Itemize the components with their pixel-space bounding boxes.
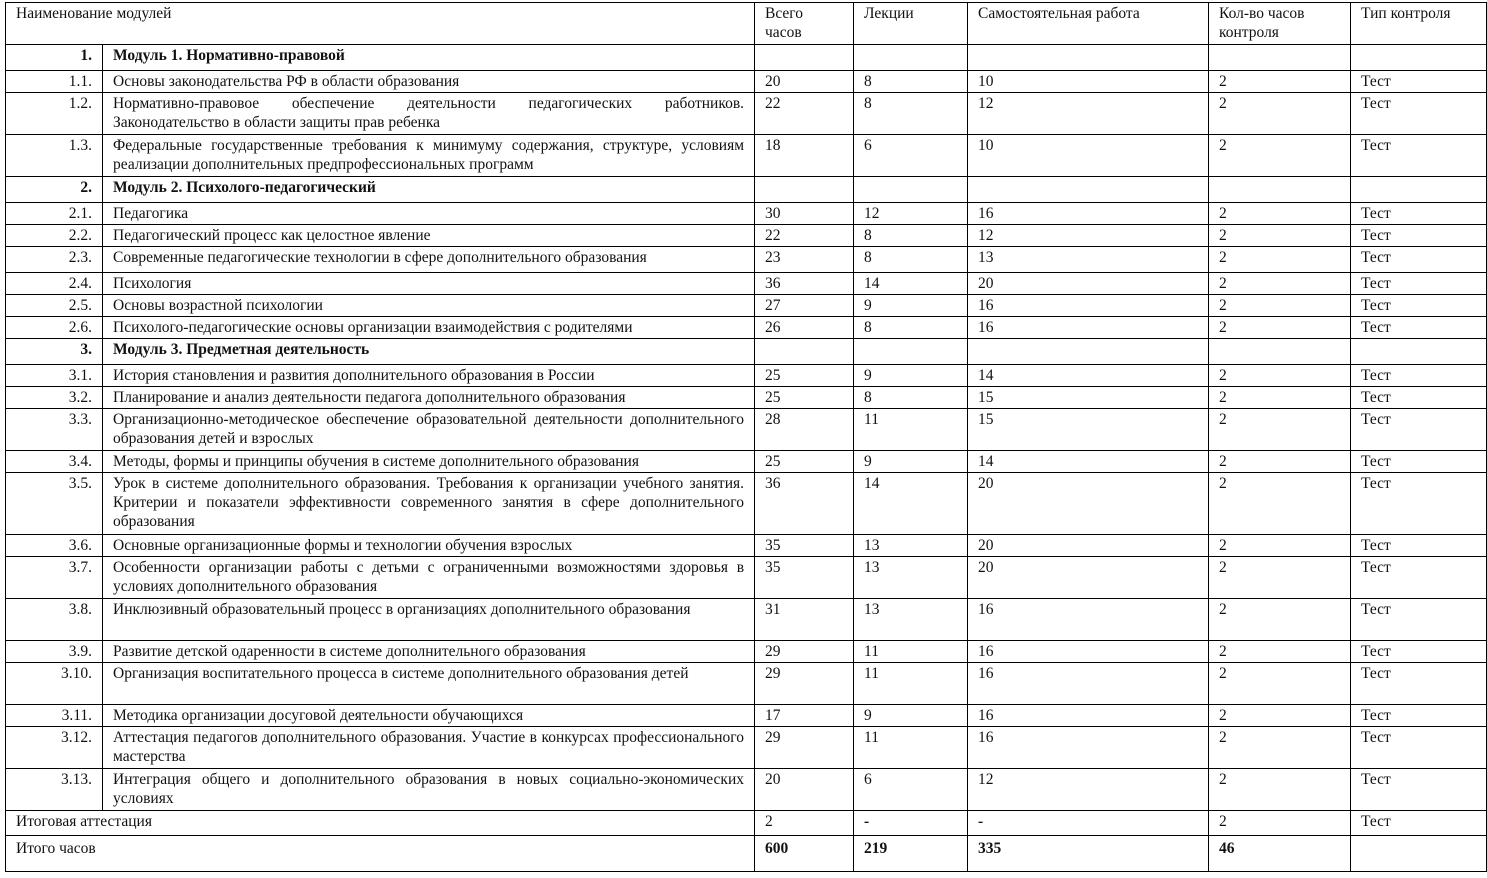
row-number: 2.5. [6,295,103,317]
table-row [6,365,1487,387]
row-type: Тест [1351,451,1487,473]
row-control: 2 [1209,135,1351,177]
row-total: 20 [755,769,854,811]
row-self: 20 [968,273,1209,295]
curriculum-table [5,2,1487,872]
row-type: Тест [1351,135,1487,177]
row-name: Методика организации досуговой деятельности обучающихся [103,705,755,727]
row-number: 3.10. [6,663,103,705]
row-number: 2.4. [6,273,103,295]
module-title: Модуль 1. Нормативно-правовой [103,45,755,71]
row-name: Интеграция общего и дополнительного образования в новых социально-экономических условиях [103,769,755,811]
row-self: 15 [968,409,1209,451]
row-control: 2 [1209,473,1351,535]
table-row [6,473,1487,535]
row-name: Современные педагогические технологии в сфере дополнительного образования [103,247,755,273]
row-self: 16 [968,641,1209,663]
row-type: Тест [1351,71,1487,93]
header-control-hours: Кол-во часов контроля [1209,3,1351,45]
row-type: Тест [1351,317,1487,339]
row-total: 22 [755,225,854,247]
row-lectures: 9 [854,295,968,317]
row-number: 3.8. [6,599,103,641]
row-type: Тест [1351,247,1487,273]
row-control: 2 [1209,663,1351,705]
row-number: 3.9. [6,641,103,663]
row-number: 2.6. [6,317,103,339]
row-total: 29 [755,641,854,663]
row-number: 3.5. [6,473,103,535]
row-lectures: 6 [854,769,968,811]
row-lectures: 6 [854,135,968,177]
module-number: 2. [6,177,103,203]
row-name: Педагогический процесс как целостное явление [103,225,755,247]
row-self: 16 [968,599,1209,641]
row-lectures: 12 [854,203,968,225]
row-self: 14 [968,365,1209,387]
header-lectures: Лекции [854,3,968,45]
row-lectures: 8 [854,93,968,135]
row-lectures: 8 [854,71,968,93]
row-lectures: 11 [854,409,968,451]
row-self: 13 [968,247,1209,273]
row-name: Инклюзивный образовательный процесс в организациях дополнительного образования [103,599,755,641]
final-attestation-total: 2 [755,811,854,836]
row-number: 3.4. [6,451,103,473]
row-control: 2 [1209,273,1351,295]
total-hours-control: 46 [1209,836,1351,872]
row-control: 2 [1209,387,1351,409]
row-number: 3.11. [6,705,103,727]
table-row [6,247,1487,273]
row-number: 1.1. [6,71,103,93]
header-name: Наименование модулей [6,3,755,45]
row-total: 27 [755,295,854,317]
row-lectures: 14 [854,473,968,535]
row-lectures: 11 [854,727,968,769]
row-lectures: 9 [854,365,968,387]
row-self: 16 [968,203,1209,225]
final-attestation-row [6,811,1487,836]
row-lectures: 8 [854,247,968,273]
row-name: Организация воспитательного процесса в системе дополнительного образования детей [103,663,755,705]
total-hours-total: 600 [755,836,854,872]
table-row [6,93,1487,135]
header-control-type: Тип контроля [1351,3,1487,45]
row-name: Урок в системе дополнительного образования. Требования к организации учебного занятия. Критерии и показатели эффективности современного занятия в сфере дополнительного образования [103,473,755,535]
row-self: 20 [968,535,1209,557]
total-hours-label: Итого часов [6,836,755,872]
row-number: 3.2. [6,387,103,409]
table-row [6,317,1487,339]
row-lectures: 11 [854,641,968,663]
row-total: 28 [755,409,854,451]
row-control: 2 [1209,203,1351,225]
row-total: 35 [755,535,854,557]
row-type: Тест [1351,473,1487,535]
row-name: Развитие детской одаренности в системе дополнительного образования [103,641,755,663]
row-type: Тест [1351,705,1487,727]
row-control: 2 [1209,599,1351,641]
row-lectures: 8 [854,387,968,409]
row-type: Тест [1351,387,1487,409]
final-attestation-type: Тест [1351,811,1487,836]
row-name: Организационно-методическое обеспечение образовательной деятельности дополнительного образования детей и взрослых [103,409,755,451]
row-control: 2 [1209,769,1351,811]
row-type: Тест [1351,365,1487,387]
table-row [6,599,1487,641]
row-total: 31 [755,599,854,641]
row-total: 25 [755,365,854,387]
row-type: Тест [1351,769,1487,811]
table-row [6,225,1487,247]
table-row [6,387,1487,409]
row-lectures: 14 [854,273,968,295]
module-row [6,177,1487,203]
row-self: 12 [968,225,1209,247]
table-row [6,273,1487,295]
row-control: 2 [1209,247,1351,273]
row-type: Тест [1351,225,1487,247]
table-row [6,557,1487,599]
row-self: 10 [968,135,1209,177]
total-hours-self: 335 [968,836,1209,872]
row-number: 1.3. [6,135,103,177]
total-hours-lectures: 219 [854,836,968,872]
row-control: 2 [1209,535,1351,557]
row-control: 2 [1209,409,1351,451]
row-name: Основные организационные формы и технологии обучения взрослых [103,535,755,557]
table-row [6,641,1487,663]
row-lectures: 9 [854,451,968,473]
row-type: Тест [1351,599,1487,641]
row-self: 20 [968,473,1209,535]
row-name: Педагогика [103,203,755,225]
header-self-work: Самостоятельная работа [968,3,1209,45]
row-total: 23 [755,247,854,273]
row-self: 12 [968,769,1209,811]
table-row [6,295,1487,317]
row-lectures: 11 [854,663,968,705]
row-lectures: 13 [854,535,968,557]
row-total: 17 [755,705,854,727]
total-hours-row [6,836,1487,872]
row-name: Психолого-педагогические основы организации взаимодействия с родителями [103,317,755,339]
row-total: 36 [755,273,854,295]
row-name: Основы законодательства РФ в области образования [103,71,755,93]
row-number: 3.7. [6,557,103,599]
row-self: 16 [968,295,1209,317]
row-self: 16 [968,317,1209,339]
row-type: Тест [1351,557,1487,599]
row-total: 25 [755,451,854,473]
row-control: 2 [1209,365,1351,387]
row-total: 29 [755,727,854,769]
row-name: Федеральные государственные требования к минимуму содержания, структуре, условиям реализации дополнительных предпрофессиональных программ [103,135,755,177]
row-lectures: 8 [854,317,968,339]
final-attestation-self: - [968,811,1209,836]
row-type: Тест [1351,727,1487,769]
row-name: Аттестация педагогов дополнительного образования. Участие в конкурсах профессионального мастерства [103,727,755,769]
row-type: Тест [1351,273,1487,295]
row-number: 1.2. [6,93,103,135]
row-name: История становления и развития дополнительного образования в России [103,365,755,387]
row-total: 36 [755,473,854,535]
row-name: Методы, формы и принципы обучения в системе дополнительного образования [103,451,755,473]
row-total: 18 [755,135,854,177]
row-type: Тест [1351,93,1487,135]
row-name: Основы возрастной психологии [103,295,755,317]
table-row [6,705,1487,727]
row-self: 10 [968,71,1209,93]
module-title: Модуль 2. Психолого-педагогический [103,177,755,203]
header-row [6,3,1487,45]
row-number: 3.3. [6,409,103,451]
final-attestation-label: Итоговая аттестация [6,811,755,836]
row-self: 16 [968,727,1209,769]
row-self: 16 [968,705,1209,727]
row-control: 2 [1209,641,1351,663]
row-name: Нормативно-правовое обеспечение деятельности педагогических работников. Законодательство в области защиты прав ребенка [103,93,755,135]
table-row [6,727,1487,769]
header-total: Всего часов [755,3,854,45]
row-control: 2 [1209,705,1351,727]
row-name: Планирование и анализ деятельности педагога дополнительного образования [103,387,755,409]
table-row [6,535,1487,557]
row-lectures: 8 [854,225,968,247]
table-row [6,203,1487,225]
row-control: 2 [1209,727,1351,769]
row-self: 12 [968,93,1209,135]
table-row [6,135,1487,177]
row-number: 3.12. [6,727,103,769]
row-total: 35 [755,557,854,599]
row-type: Тест [1351,203,1487,225]
row-control: 2 [1209,71,1351,93]
row-total: 26 [755,317,854,339]
table-row [6,769,1487,811]
row-total: 22 [755,93,854,135]
table-row [6,663,1487,705]
row-control: 2 [1209,317,1351,339]
row-number: 3.13. [6,769,103,811]
total-hours-type [1351,836,1487,872]
table-row [6,71,1487,93]
row-total: 30 [755,203,854,225]
final-attestation-lectures: - [854,811,968,836]
row-control: 2 [1209,451,1351,473]
module-row [6,45,1487,71]
row-self: 14 [968,451,1209,473]
row-total: 29 [755,663,854,705]
row-type: Тест [1351,663,1487,705]
row-total: 20 [755,71,854,93]
row-control: 2 [1209,295,1351,317]
row-type: Тест [1351,641,1487,663]
table-row [6,409,1487,451]
row-number: 2.1. [6,203,103,225]
module-title: Модуль 3. Предметная деятельность [103,339,755,365]
row-self: 20 [968,557,1209,599]
row-total: 25 [755,387,854,409]
row-type: Тест [1351,535,1487,557]
row-control: 2 [1209,93,1351,135]
row-type: Тест [1351,295,1487,317]
module-number: 1. [6,45,103,71]
row-number: 2.2. [6,225,103,247]
row-lectures: 13 [854,599,968,641]
row-lectures: 13 [854,557,968,599]
row-name: Психология [103,273,755,295]
row-type: Тест [1351,409,1487,451]
module-number: 3. [6,339,103,365]
row-self: 15 [968,387,1209,409]
row-control: 2 [1209,225,1351,247]
row-control: 2 [1209,557,1351,599]
row-number: 2.3. [6,247,103,273]
row-name: Особенности организации работы с детьми с ограниченными возможностями здоровья в условиях дополнительного образования [103,557,755,599]
row-lectures: 9 [854,705,968,727]
table-row [6,451,1487,473]
final-attestation-control: 2 [1209,811,1351,836]
row-self: 16 [968,663,1209,705]
row-number: 3.1. [6,365,103,387]
module-row [6,339,1487,365]
row-number: 3.6. [6,535,103,557]
